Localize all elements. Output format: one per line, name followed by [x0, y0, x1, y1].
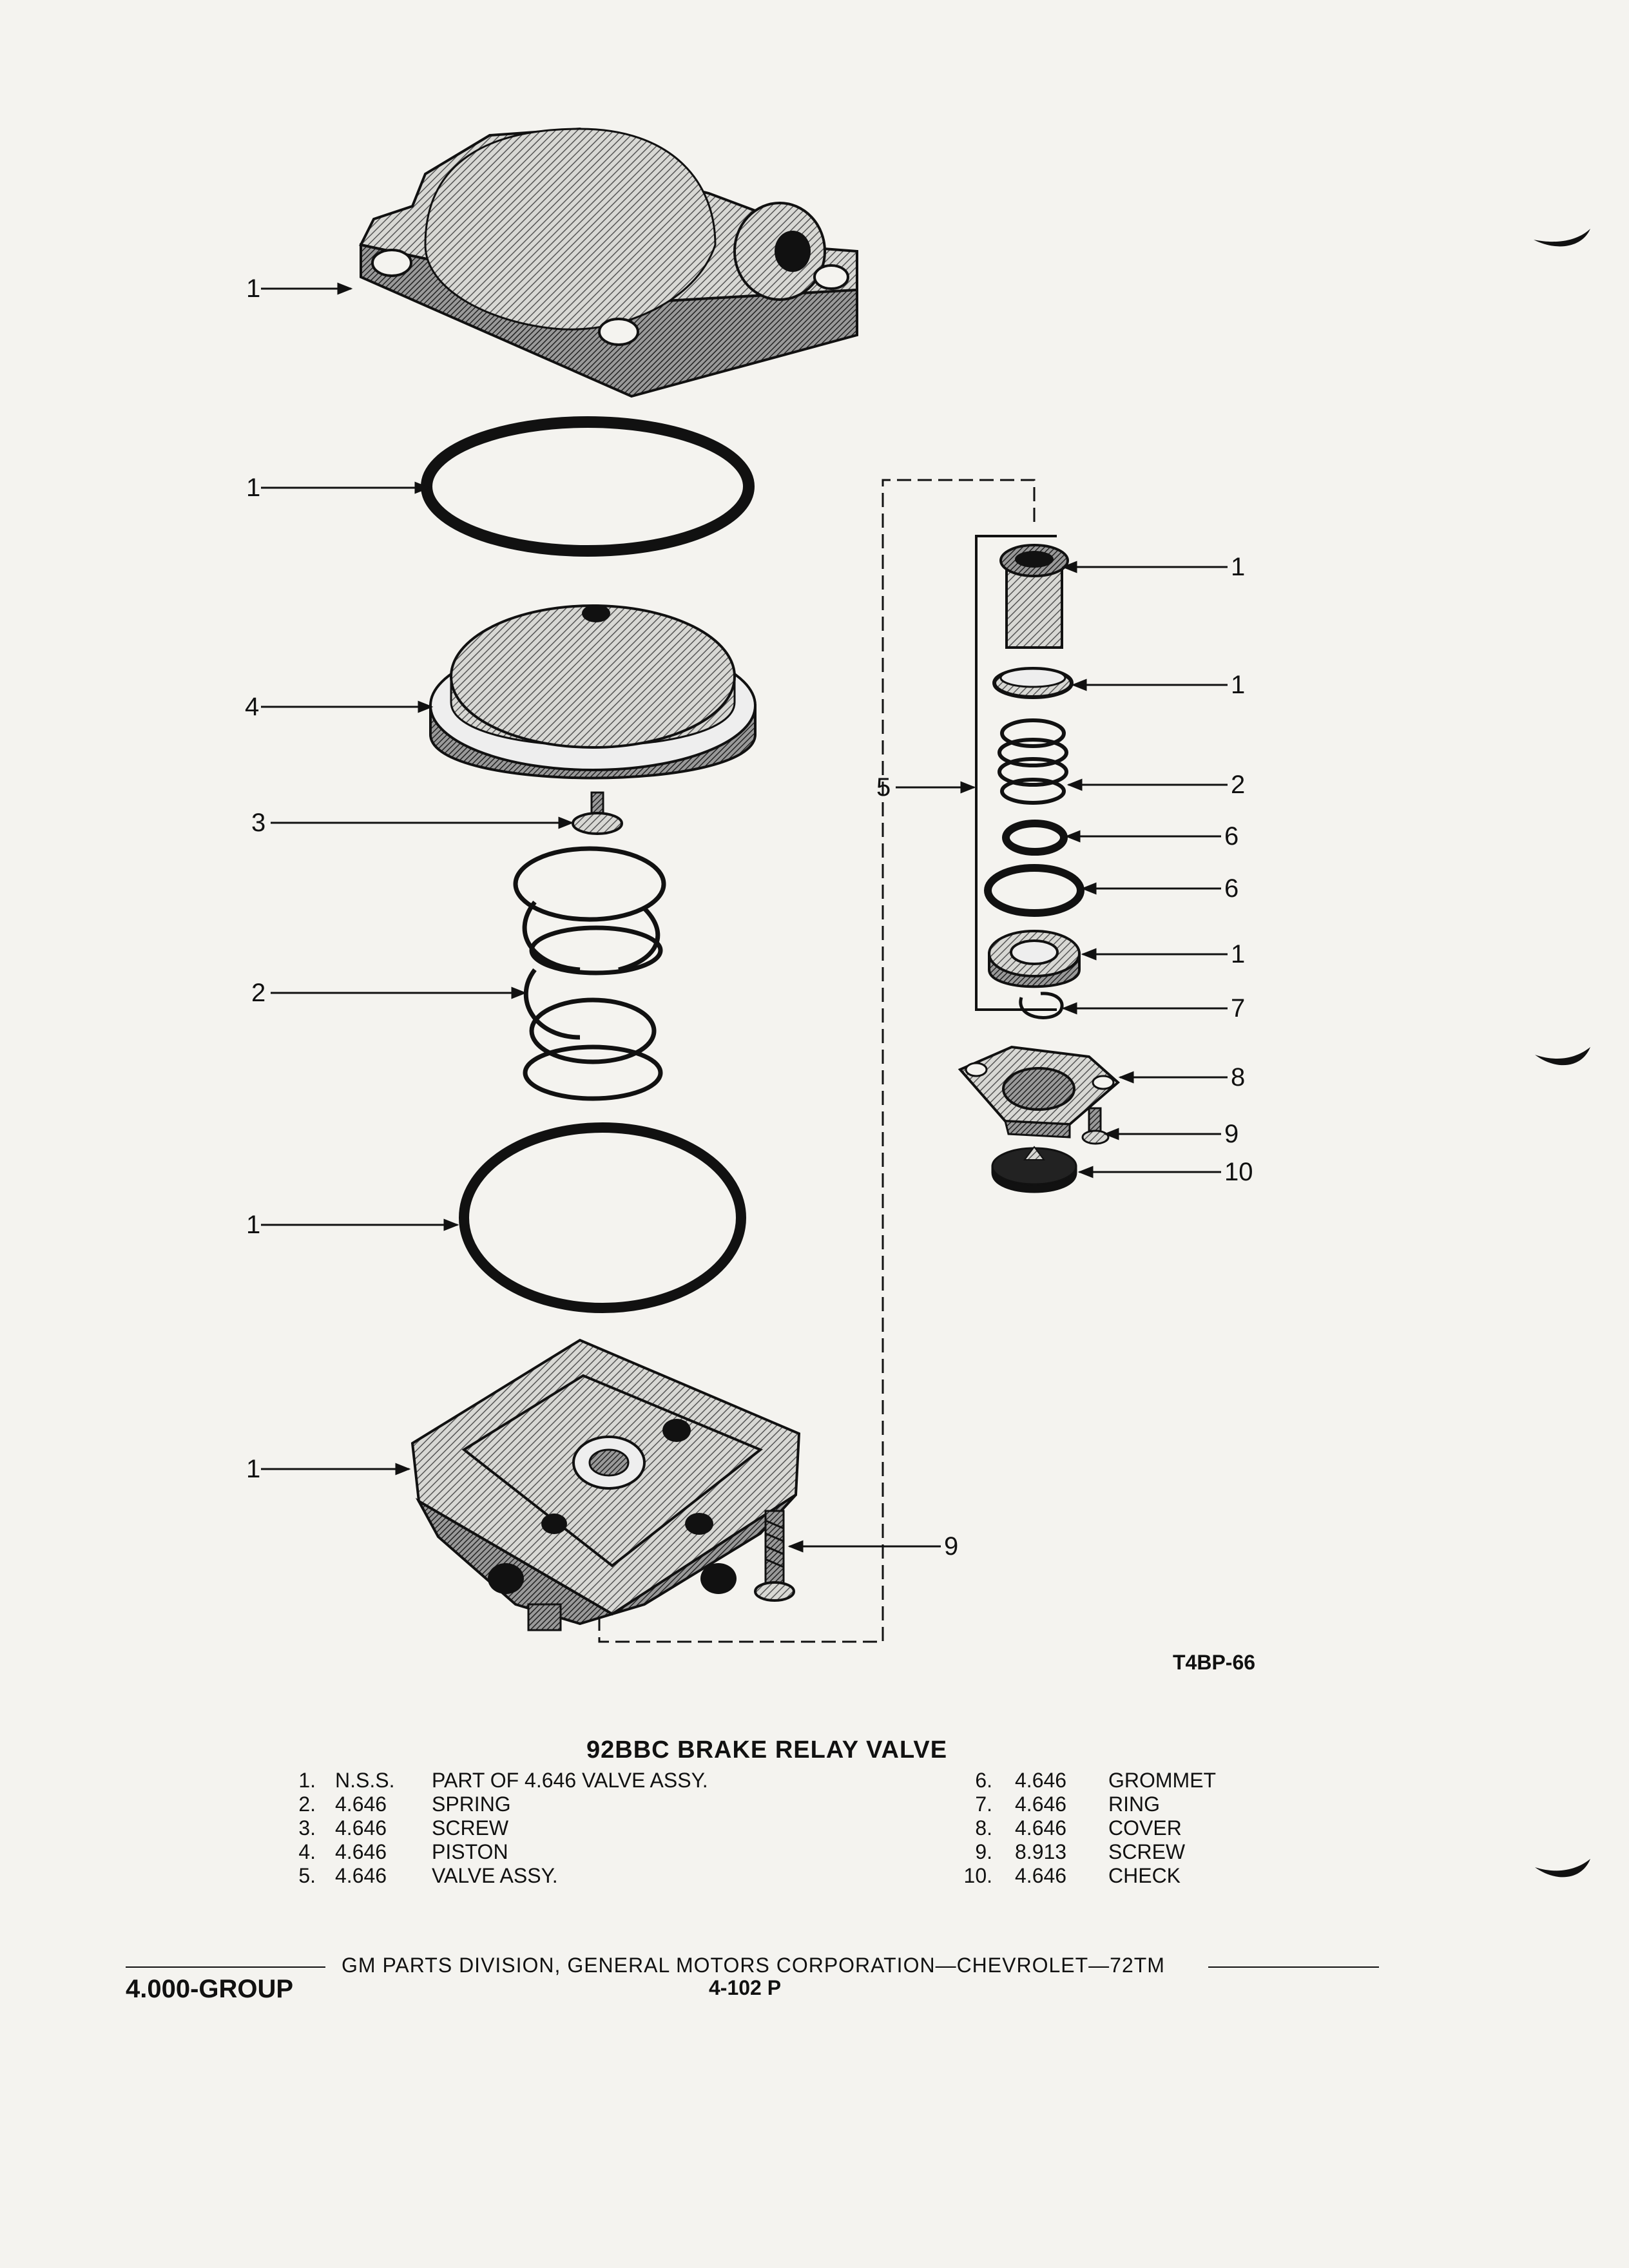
part-number: 7.	[975, 1792, 992, 1816]
plunger	[1001, 545, 1068, 648]
part-code: 4.646	[1015, 1792, 1067, 1816]
part-code: 4.646	[335, 1840, 387, 1863]
callout-left-lower-o-ring: 1	[246, 1211, 261, 1239]
check-valve	[992, 1147, 1076, 1192]
callout-right-large-grommet: 6	[1224, 874, 1239, 903]
callout-left-screw: 3	[251, 809, 266, 837]
page-reference: 4-102 P	[709, 1976, 782, 1999]
callout-right-snap-ring: 7	[1231, 994, 1246, 1023]
callout-right-spring: 2	[1231, 771, 1246, 799]
part-code: 4.646	[1015, 1816, 1067, 1840]
snap-ring	[1021, 994, 1062, 1018]
part-code: N.S.S.	[335, 1769, 395, 1792]
callout-right-plunger: 1	[1231, 553, 1246, 581]
callout-left-spring: 2	[251, 979, 266, 1007]
figure-code: T4BP-66	[1173, 1651, 1256, 1674]
group-label: 4.000-GROUP	[126, 1975, 294, 2003]
upper-ring	[994, 669, 1072, 697]
callout-left-body: 1	[246, 1455, 261, 1483]
part-number: 9.	[975, 1840, 992, 1863]
coil-spring	[516, 849, 664, 1099]
part-code: 8.913	[1015, 1840, 1067, 1863]
lower-o-ring	[464, 1128, 741, 1308]
part-code: 4.646	[335, 1792, 387, 1816]
callout-right-check: 10	[1224, 1158, 1253, 1186]
part-description: PART OF 4.646 VALVE ASSY.	[432, 1769, 708, 1792]
footer-rule-left	[126, 1966, 325, 1968]
footer-rule-right	[1208, 1966, 1379, 1968]
part-code: 4.646	[335, 1864, 387, 1887]
large-grommet	[988, 868, 1081, 913]
callout-right-seat: 1	[1231, 940, 1246, 968]
part-number: 5.	[298, 1864, 316, 1887]
part-code: 4.646	[335, 1816, 387, 1840]
callout-bottom-screw: 9	[944, 1532, 959, 1561]
parts-list-title: 92BBC BRAKE RELAY VALVE	[586, 1736, 948, 1763]
callout-right-small-grommet: 6	[1224, 822, 1239, 850]
part-number: 10.	[963, 1864, 992, 1887]
callout-left-upper-o-ring: 1	[246, 474, 261, 502]
part-code: 4.646	[1015, 1769, 1067, 1792]
part-description: RING	[1108, 1792, 1160, 1816]
part-description: COVER	[1108, 1816, 1182, 1840]
part-description: SCREW	[432, 1816, 509, 1840]
relay-valve-cover	[361, 129, 857, 396]
part-number: 3.	[298, 1816, 316, 1840]
callout-right-screw: 9	[1224, 1120, 1239, 1148]
part-description: SPRING	[432, 1792, 511, 1816]
part-description: CHECK	[1108, 1864, 1181, 1887]
part-number: 4.	[298, 1840, 316, 1863]
part-description: VALVE ASSY.	[432, 1864, 558, 1887]
callout-left-piston: 4	[245, 693, 260, 721]
upper-o-ring	[427, 422, 749, 551]
callout-right-upper-ring: 1	[1231, 671, 1246, 699]
callout-left-cover: 1	[246, 274, 261, 303]
small-screw	[573, 793, 622, 834]
part-number: 1.	[298, 1769, 316, 1792]
callout-right-cover: 8	[1231, 1063, 1246, 1091]
part-number: 8.	[975, 1816, 992, 1840]
valve-body	[412, 1340, 799, 1630]
valve-seat	[989, 931, 1079, 986]
part-description: PISTON	[432, 1840, 508, 1863]
footer-publisher-text: GM PARTS DIVISION, GENERAL MOTORS CORPORATION—CHEVROLET—72TM	[342, 1954, 1165, 1977]
check-screw	[1083, 1108, 1108, 1144]
part-description: SCREW	[1108, 1840, 1186, 1863]
piston	[430, 604, 755, 778]
part-number: 6.	[975, 1769, 992, 1792]
binder-hole-marks	[1534, 229, 1590, 1877]
small-grommet	[1006, 823, 1064, 852]
part-description: GROMMET	[1108, 1769, 1217, 1792]
callout-valve-assy: 5	[876, 773, 891, 802]
part-code: 4.646	[1015, 1864, 1067, 1887]
part-number: 2.	[298, 1792, 316, 1816]
small-spring	[999, 720, 1066, 803]
